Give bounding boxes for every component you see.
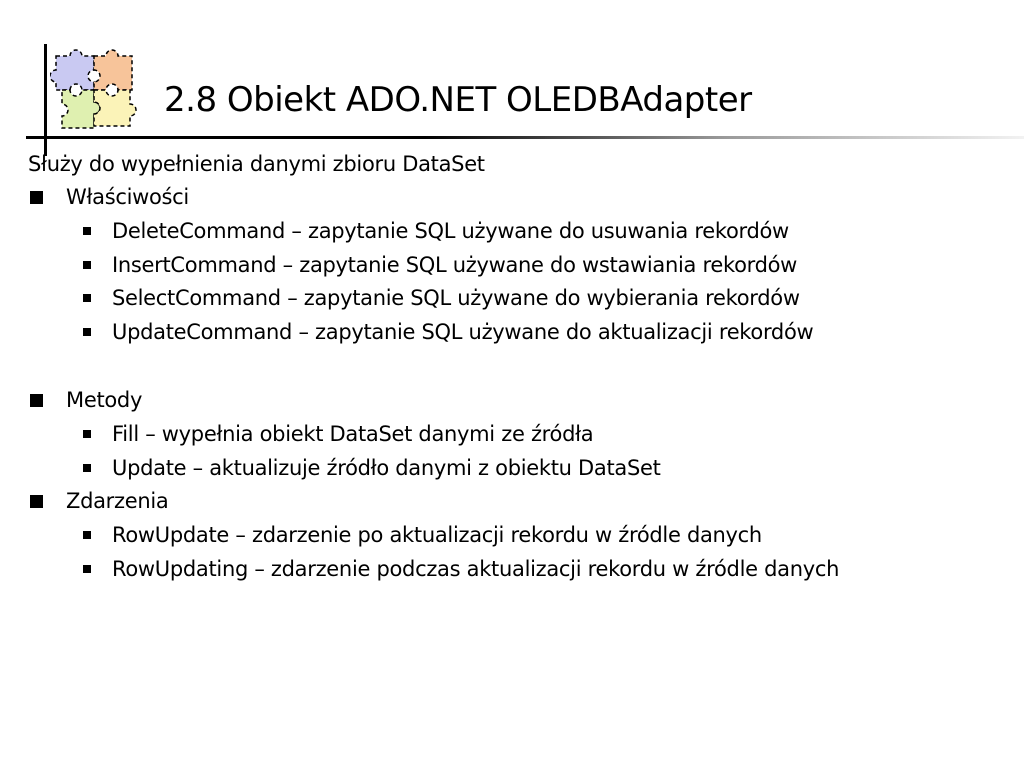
square-bullet-icon <box>30 191 43 204</box>
small-square-bullet-icon <box>83 531 91 539</box>
small-square-bullet-icon <box>83 430 91 438</box>
list-item: InsertCommand – zapytanie SQL używane do wstawiania rekordów <box>112 253 798 277</box>
list-item: Fill – wypełnia obiekt DataSet danymi ze źródła <box>112 422 594 446</box>
section-heading: Metody <box>66 388 143 412</box>
vertical-rule <box>44 44 47 156</box>
small-square-bullet-icon <box>83 261 91 269</box>
small-square-bullet-icon <box>83 328 91 336</box>
small-square-bullet-icon <box>83 227 91 235</box>
section-heading: Zdarzenia <box>66 489 169 513</box>
small-square-bullet-icon <box>83 464 91 472</box>
small-square-bullet-icon <box>83 294 91 302</box>
square-bullet-icon <box>30 495 43 508</box>
square-bullet-icon <box>30 394 43 407</box>
small-square-bullet-icon <box>83 565 91 573</box>
section-heading: Właściwości <box>66 185 189 209</box>
slide-title: 2.8 Obiekt ADO.NET OLEDBAdapter <box>164 80 752 120</box>
list-item: UpdateCommand – zapytanie SQL używane do aktualizacji rekordów <box>112 320 814 344</box>
list-item: RowUpdating – zdarzenie podczas aktualizacji rekordu w źródle danych <box>112 557 840 581</box>
list-item: RowUpdate – zdarzenie po aktualizacji rekordu w źródle danych <box>112 523 762 547</box>
list-item: DeleteCommand – zapytanie SQL używane do usuwania rekordów <box>112 219 789 243</box>
intro-text: Służy do wypełnienia danymi zbioru DataSet <box>28 152 485 176</box>
list-item: Update – aktualizuje źródło danymi z obiektu DataSet <box>112 456 661 480</box>
list-item: SelectCommand – zapytanie SQL używane do wybierania rekordów <box>112 286 800 310</box>
puzzle-pieces-icon <box>50 40 138 136</box>
horizontal-rule <box>26 136 1024 139</box>
